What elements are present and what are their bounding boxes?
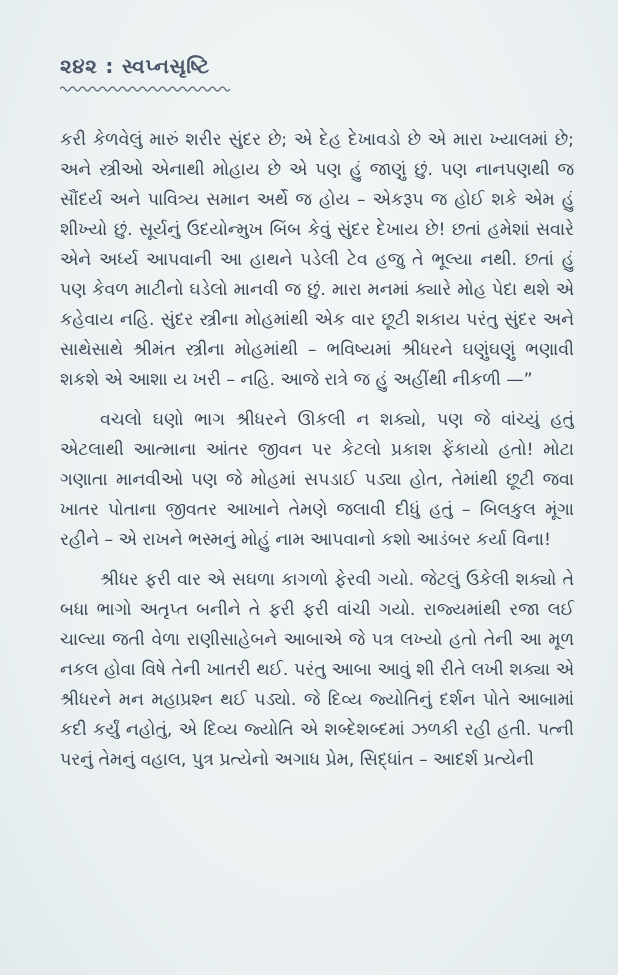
header-wavy-rule	[60, 85, 230, 93]
page-body	[60, 125, 574, 775]
paragraph-1: કરી કેળવેલું મારું શરીર સુંદર છે; એ દેહ દેખાવડો છે એ મારા ખ્યાલમાં છે; અને સ્ત્રીઓ એનાથી મોહાય છે એ પણ હું જાણું છું. પણ નાનપણથી જ સૌંદર્ય અને પાવિત્ર્ય સમાન અર્થે જ હોય – એકરૂપ જ હોઈ શકે એમ હું શીખ્યો છું. સૂર્યનું ઉદયોન્મુખ બિંબ કેવું સુંદર દેખાય છે! છતાં હમેશાં સવારે એને અર્ધ્ય આપવાની આ હાથને પડેલી ટેવ હજુ તે ભૂલ્યા નથી. છતાં હું પણ કેવળ માટીનો ઘડેલો માનવી જ છું. મારા મનમાં ક્યારે મોહ પેદા થશે એ કહેવાય નહિ. સુંદર સ્ત્રીના મોહમાંથી એક વાર છૂટી શકાય પરંતુ સુંદર અને સાથેસાથે શ્રીમંત સ્ત્રીના મોહમાંથી – ભવિષ્યમાં શ્રીધરને ઘણુંઘણું ભણાવી શકશે એ આશા ય ખરી – નહિ. આજે રાત્રે જ હું અહીંથી નીકળી —”	[60, 130, 574, 390]
running-header	[60, 54, 574, 78]
header-separator: :	[105, 54, 114, 78]
paragraph-2: વચલો ઘણો ભાગ શ્રીધરને ઊકલી ન શક્યો, પણ જે વાંચ્યું હતું એટલાથી આત્માના આંતર જીવન પર કેટલો પ્રકાશ ફેંકાયો હતો! મોટા ગણાતા માનવીઓ પણ જે મોહમાં સપડાઈ પડ્યા હોત, તેમાંથી છૂટી જવા ખાતર પોતાના જીવતર આખાને તેમણે જલાવી દીધું હતું – બિલકુલ મૂંગા રહીને – એ રાખને ભસ્મનું મોહું નામ આપવાનો કશો આડંબર કર્યા વિના!	[60, 410, 574, 550]
page-number: ૨૪૨	[60, 54, 98, 78]
book-title: સ્વપ્નસૃષ્ટિ	[121, 54, 210, 78]
paragraph-3: શ્રીધર ફરી વાર એ સઘળા કાગળો ફેરવી ગયો. જેટલું ઉકેલી શક્યો તે બધા ભાગો અતૃપ્ત બનીને તે ફરી ફરી વાંચી ગયો. રાજ્યમાંથી રજા લઈ ચાલ્યા જતી વેળા રાણીસાહેબને આબાએ જે પત્ર લખ્યો હતો તેની આ મૂળ નકલ હોવા વિષે તેની ખાતરી થઈ. પરંતુ આબા આવું શી રીતે લખી શક્યા એ શ્રીધરને મન મહાપ્રશ્ન થઈ પડ્યો. જે દિવ્ય જ્યોતિનું દર્શન પોતે આબામાં કદી કર્યું નહોતું, એ દિવ્ય જ્યોતિ એ શબ્દેશબ્દમાં ઝળકી રહી હતી. પત્ની પરનું તેમનું વહાલ, પુત્ર પ્રત્યેનો અગાધ પ્રેમ, સિદ્ધાંત – આદર્શ પ્રત્યેની	[60, 570, 574, 770]
